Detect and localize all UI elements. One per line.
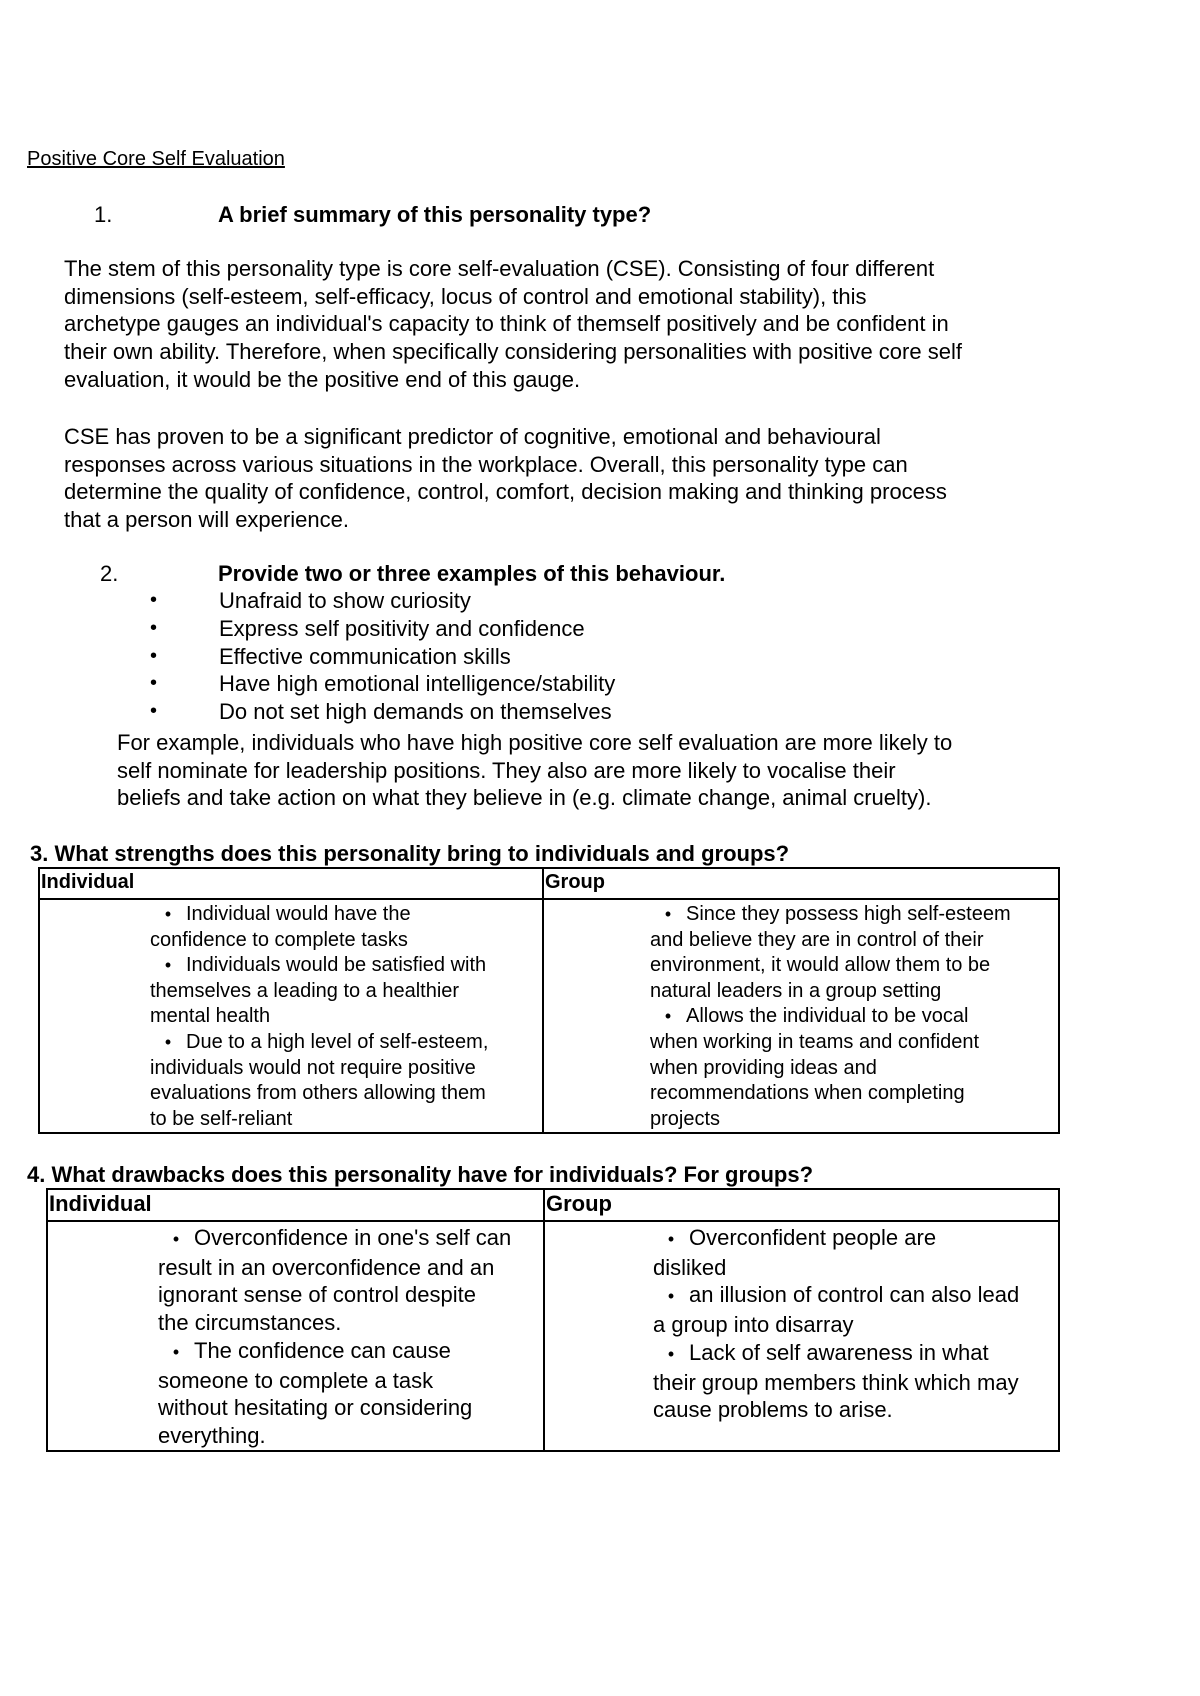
bullet-icon: • — [172, 1341, 180, 1362]
list-item-text: disliked — [653, 1254, 727, 1280]
list-item — [150, 1056, 542, 1082]
list-item-text: and believe they are in control of their — [650, 928, 984, 951]
list-item-text: projects — [650, 1107, 721, 1130]
list-item — [650, 979, 1058, 1005]
drawbacks-individual-list — [48, 1222, 543, 1450]
list-item-text: confidence to complete tasks — [150, 928, 408, 951]
drawbacks-table — [46, 1188, 1060, 1452]
list-item-text: result in an overconfidence and an — [158, 1254, 495, 1280]
list-item-text: when working in teams and confident — [650, 1030, 980, 1053]
summary-line: evaluation, it would be the positive end of this gauge. — [64, 367, 581, 393]
list-item — [653, 1396, 1058, 1424]
list-item — [653, 1311, 1058, 1339]
list-item — [650, 1081, 1058, 1107]
list-item — [650, 902, 1058, 928]
bullet-icon: • — [164, 1031, 172, 1052]
list-item-text: Individuals would be satisfied with — [186, 954, 487, 977]
summary-paragraph-2 — [64, 423, 1074, 533]
column-header-individual: Individual — [39, 868, 543, 899]
list-item — [150, 1081, 542, 1107]
summary-line: responses across various situations in the workplace. Overall, this personality type can — [64, 451, 908, 477]
list-item — [158, 1309, 543, 1337]
list-item — [150, 1030, 542, 1056]
summary-line: The stem of this personality type is core self-evaluation (CSE). Consisting of four different — [64, 256, 935, 281]
bullet-icon: • — [150, 616, 158, 639]
list-item-text: individuals would not require positive — [150, 1056, 476, 1079]
list-item — [150, 902, 542, 928]
question-2-number: 2. — [100, 561, 119, 586]
list-item-text: their group members think which may — [653, 1369, 1019, 1395]
drawbacks-individual-cell — [47, 1221, 544, 1451]
list-item-text: environment, it would allow them to be — [650, 954, 991, 977]
summary-line: CSE has proven to be a significant predictor of cognitive, emotional and behavioural — [64, 424, 881, 449]
summary-line: that a person will experience. — [64, 506, 349, 532]
list-item-text: Lack of self awareness in what — [689, 1339, 989, 1365]
bullet-icon: • — [667, 1229, 675, 1249]
list-item-text: ignorant sense of control despite — [158, 1282, 476, 1308]
bullet-icon: • — [667, 1343, 675, 1364]
column-header-group: Group — [543, 868, 1059, 899]
list-item-text: Since they possess high self-esteem — [686, 903, 1011, 925]
list-item — [650, 1030, 1058, 1056]
list-item-text: recommendations when completing — [650, 1082, 965, 1105]
question-1-number: 1. — [94, 202, 113, 227]
strengths-heading: 3. What strengths does this personality bring to individuals and groups? — [30, 841, 790, 866]
list-item — [150, 979, 542, 1005]
list-item — [158, 1224, 543, 1254]
bullet-icon: • — [172, 1229, 180, 1249]
list-item-text: without hesitating or considering — [158, 1395, 473, 1421]
strengths-individual-cell — [39, 899, 543, 1133]
list-item — [650, 1056, 1058, 1082]
bullet-icon: • — [664, 904, 672, 924]
question-2-heading: Provide two or three examples of this behaviour. — [218, 561, 726, 586]
list-item — [150, 1107, 542, 1133]
list-item — [650, 953, 1058, 979]
question-1-heading: A brief summary of this personality type? — [218, 202, 652, 227]
strengths-table — [38, 867, 1060, 1134]
strengths-group-list — [544, 900, 1058, 1132]
bullet-icon: • — [164, 955, 172, 976]
list-item — [150, 928, 542, 954]
example-paragraph — [117, 729, 952, 812]
list-item-text: someone to complete a task — [158, 1367, 434, 1393]
drawbacks-heading: 4. What drawbacks does this personality have for individuals? For groups? — [27, 1162, 814, 1187]
bullet-text: Express self positivity and confidence — [219, 615, 585, 641]
list-item-text: Overconfident people are — [689, 1225, 937, 1250]
list-item — [653, 1224, 1058, 1254]
example-line: beliefs and take action on what they believe in (e.g. climate change, animal cruelty). — [117, 785, 932, 811]
list-item — [653, 1281, 1058, 1311]
example-line: For example, individuals who have high positive core self evaluation are more likely to — [117, 730, 953, 755]
list-item-text: natural leaders in a group setting — [650, 979, 942, 1002]
bullet-text: Do not set high demands on themselves — [219, 699, 612, 725]
column-header-individual: Individual — [47, 1189, 544, 1221]
list-item — [158, 1281, 543, 1309]
list-item — [650, 928, 1058, 954]
list-item-text: evaluations from others allowing them — [150, 1082, 486, 1105]
list-item — [653, 1369, 1058, 1397]
example-line: self nominate for leadership positions. They also are more likely to vocalise their — [117, 757, 896, 783]
drawbacks-group-cell — [544, 1221, 1059, 1451]
list-item — [650, 1107, 1058, 1133]
list-item-text: the circumstances. — [158, 1310, 342, 1336]
list-item-text: Allows the individual to be vocal — [686, 1005, 969, 1028]
bullet-icon: • — [150, 700, 158, 723]
bullet-text: Effective communication skills — [219, 643, 511, 669]
list-item — [158, 1337, 543, 1367]
list-item-text: an illusion of control can also lead — [689, 1282, 1020, 1308]
list-item-text: everything. — [158, 1422, 266, 1448]
summary-line: dimensions (self-esteem, self-efficacy, locus of control and emotional stability), this — [64, 283, 867, 309]
bullet-icon: • — [667, 1286, 675, 1307]
bullet-icon: • — [664, 1006, 672, 1027]
list-item — [158, 1394, 543, 1422]
list-item-text: Due to a high level of self-esteem, — [186, 1030, 489, 1053]
list-item — [150, 1004, 542, 1030]
list-item — [158, 1422, 543, 1450]
list-item-text: mental health — [150, 1005, 271, 1028]
document-title: Positive Core Self Evaluation — [27, 148, 285, 170]
list-item-text: The confidence can cause — [194, 1337, 451, 1363]
bullet-icon: • — [150, 589, 158, 611]
list-item-text: when providing ideas and — [650, 1056, 877, 1079]
summary-line: archetype gauges an individual's capacity to think of themself positively and be confident in — [64, 311, 949, 337]
bullet-icon: • — [150, 644, 158, 667]
drawbacks-group-list — [545, 1222, 1058, 1424]
column-header-group: Group — [544, 1189, 1059, 1221]
strengths-group-cell — [543, 899, 1059, 1133]
list-item — [158, 1254, 543, 1282]
list-item — [653, 1254, 1058, 1282]
list-item — [150, 953, 542, 979]
list-item-text: cause problems to arise. — [653, 1397, 893, 1423]
summary-line: determine the quality of confidence, control, comfort, decision making and thinking process — [64, 479, 947, 505]
list-item — [653, 1339, 1058, 1369]
bullet-icon: • — [164, 904, 172, 924]
bullet-text: Unafraid to show curiosity — [219, 588, 471, 613]
list-item — [650, 1004, 1058, 1030]
strengths-individual-list — [40, 900, 542, 1132]
list-item-text: a group into disarray — [653, 1312, 854, 1338]
bullet-text: Have high emotional intelligence/stability — [219, 671, 616, 697]
summary-line: their own ability. Therefore, when specifically considering personalities with positive core self — [64, 338, 962, 364]
list-item-text: themselves a leading to a healthier — [150, 979, 460, 1002]
summary-paragraph-1 — [64, 255, 1074, 394]
bullet-icon: • — [150, 672, 158, 695]
list-item-text: Overconfidence in one's self can — [194, 1225, 512, 1250]
list-item — [158, 1367, 543, 1395]
list-item-text: to be self-reliant — [150, 1107, 293, 1130]
list-item-text: Individual would have the — [186, 903, 411, 925]
